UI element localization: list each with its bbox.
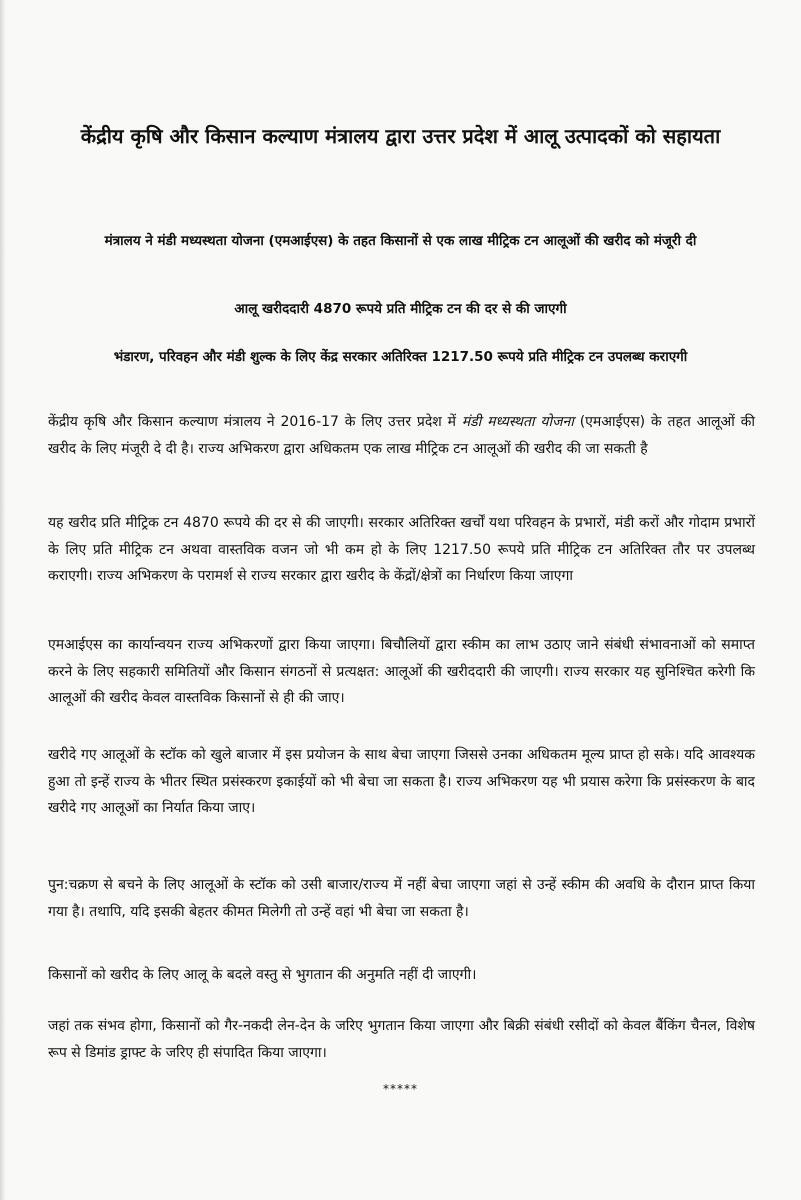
paragraph-approval-text-end: (एमआईएस) के तहत आलूओं की खरीद के लिए मंजूरी दे दी है। राज्य अभिकरण द्वारा अधिकतम एक लाख मीट्रिक टन आलूओं की खरीद की जा सकती है — [48, 414, 755, 457]
paragraph-implementation: एमआईएस का कार्यान्वयन राज्य अभिकरणों द्वारा किया जाएगा। बिचौलियों द्वारा स्कीम का लाभ उठाए जाने संबंधी संभावनाओं को समाप्त करने के लिए सहकारी समितियों और किसान संगठनों से प्रत्यक्षत: आलूओं की खरीददारी की जाएगी। राज्य सरकार यह सुनिश्चित करेगी कि आलूओं की खरीद केवल वास्तविक किसानों से ही की जाए। — [48, 637, 755, 706]
paragraph-approval — [48, 409, 755, 462]
paragraph-payment: जहां तक संभव होगा, किसानों को गैर-नकदी लेन-देन के जरिए भुगतान किया जाएगा और बिक्री संबंधी रसीदों को केवल बैंकिंग चैनल, विशेष रूप से डिमांड ड्राफ्ट के जरिए ही संपादित किया जाएगा। — [48, 1018, 755, 1061]
paragraph-purchase-rate: यह खरीद प्रति मीट्रिक टन 4870 रूपये की दर से की जाएगी। सरकार अतिरिक्त खर्चों यथा परिवहन के प्रभारों, मंडी करों और गोदाम प्रभारों के लिए प्रति मीट्रिक टन अथवा वास्तविक वजन जो भी कम हो के लिए 1217.50 रूपये प्रति मीट्रिक टन अतिरिक्त तौर पर उपलब्ध कराएगी। राज्य अभिकरण के परामर्श से राज्य सरकार द्वारा खरीद के केंद्रों/क्षेत्रों का निर्धारण किया जाएगा — [48, 515, 755, 584]
paragraph-barter: किसानों को खरीद के लिए आलू के बदले वस्तु से भुगतान की अनुमति नहीं दी जाएगी। — [48, 967, 477, 983]
subheading-approval: मंत्रालय ने मंडी मध्यस्थता योजना (एमआईएस) के तहत किसानों से एक लाख मीट्रिक टन आलूओं की खरीद को मंजूरी दी — [104, 233, 697, 249]
paragraph-approval-text-start: केंद्रीय कृषि और किसान कल्याण मंत्रालय ने 2016-17 के लिए उत्तर प्रदेश में — [48, 414, 462, 430]
end-of-document-mark: ***** — [383, 1082, 418, 1096]
document-title: केंद्रीय कृषि और किसान कल्याण मंत्रालय द्वारा उत्तर प्रदेश में आलू उत्पादकों को सहायता — [80, 124, 721, 148]
paragraph-recycling: पुन:चक्रण से बचने के लिए आलूओं के स्टॉक को उसी बाजार/राज्य में नहीं बेचा जाएगा जहां से उन्हें स्कीम की अवधि के दौरान प्राप्त किया गया है। तथापि, यदि इसकी बेहतर कीमत मिलेगी तो उन्हें वहां भी बेचा जा सकता है। — [48, 877, 755, 920]
paragraph-stock-sale: खरीदे गए आलूओं के स्टॉक को खुले बाजार में इस प्रयोजन के साथ बेचा जाएगा जिससे उनका अधिकतम मूल्य प्राप्त हो सके। यदि आवश्यक हुआ तो इन्हें राज्य के भीतर स्थित प्रसंस्करण इकाईयों को भी बेचा जा सकता है। राज्य अभिकरण यह भी प्रयास करेगा कि प्रसंस्करण के बाद खरीदे गए आलूओं का निर्यात किया जाए। — [48, 747, 755, 816]
subheading-additional-charges: भंडारण, परिवहन और मंडी शुल्क के लिए केंद्र सरकार अतिरिक्त 1217.50 रूपये प्रति मीट्रिक टन उपलब्ध कराएगी — [113, 349, 688, 365]
subheading-rate: आलू खरीददारी 4870 रूपये प्रति मीट्रिक टन की दर से की जाएगी — [234, 301, 567, 317]
scan-page-edge — [0, 0, 6, 1200]
scheme-name-emphasis: मंडी मध्यस्थता योजना — [461, 414, 574, 430]
